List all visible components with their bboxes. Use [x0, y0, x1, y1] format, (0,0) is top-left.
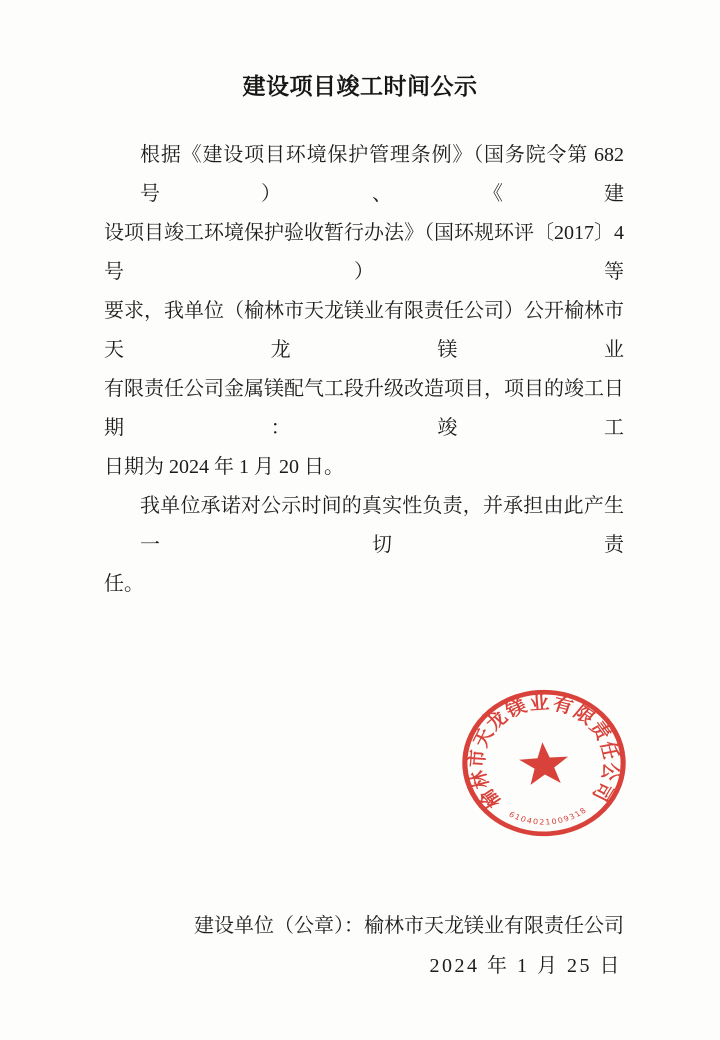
paragraph1-line-1: 根据《建设项目环境保护管理条例》（国务院令第 682 号）、《建 [140, 144, 624, 205]
paragraph2-line-1: 我单位承诺对公示时间的真实性负责，并承担由此产生一切责 [140, 495, 624, 556]
signature-block [0, 906, 720, 986]
stamp-border-circle [460, 687, 629, 838]
star-icon [518, 741, 570, 786]
stamp-serial-arc-text: 6104021009318 [507, 805, 589, 827]
document-title: 建设项目竣工时间公示 [242, 74, 478, 99]
company-seal-stamp [458, 686, 630, 840]
stamp-company-arc-text: 榆林市天龙镁业有限责任公司 [466, 693, 622, 812]
svg-text:6104021009318 [507, 805, 590, 829]
paragraph1-line-2: 设项目竣工环境保护验收暂行办法》（国环规环评〔2017〕4 号）等 [104, 222, 624, 283]
construction-unit-line: 建设单位（公章）：榆林市天龙镁业有限责任公司 [194, 915, 624, 937]
signature-date-line: 2024 年 1 月 25 日 [429, 955, 622, 977]
paragraph1-line-3: 要求，我单位（榆林市天龙镁业有限责任公司）公开榆林市天龙镁业 [104, 300, 624, 361]
paragraph1-line-5: 日期为 2024 年 1 月 20 日。 [104, 456, 344, 478]
svg-text:榆林市天龙镁业有限责任公司 [459, 688, 627, 813]
paragraph1-line-4: 有限责任公司金属镁配气工段升级改造项目，项目的竣工日期：竣工 [104, 378, 624, 439]
paragraph2-line-2: 任。 [104, 573, 144, 595]
body-text [104, 136, 624, 604]
